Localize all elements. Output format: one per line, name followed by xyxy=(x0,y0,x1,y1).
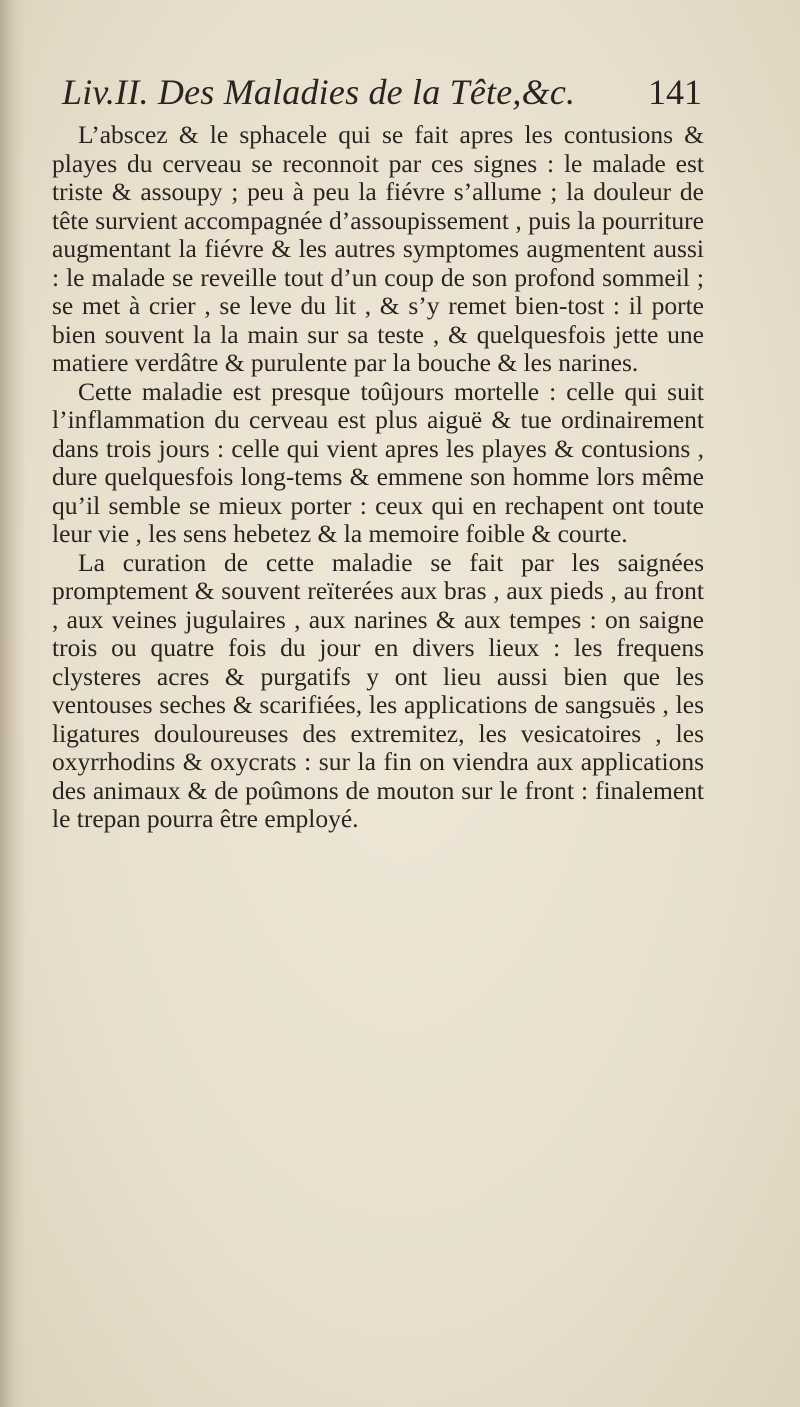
body-text xyxy=(52,121,704,834)
running-title: Liv.II. Des Maladies de la Tête,&c. xyxy=(62,72,576,112)
page-number: 141 xyxy=(648,72,702,112)
paragraph-treatment: La curation de cette maladie se fait par les saignées promptement & souvent reïterées aux bras , aux pieds , au front , aux veines jugulaires , aux narines & aux tempes : on saigne trois ou quatre fois du jour en divers lieux : les frequens clysteres acres & purgatifs y ont lieu aussi bien que les ventouses seches & scarifiées, les applications de sangsuës , les ligatures douloureuses des extremitez, les vesicatoires , les oxyrrhodins & oxycrats : sur la fin on viendra aux applications des animaux & de poûmons de mouton sur le front : finalement le trepan pourra être employé. xyxy=(52,547,704,833)
paragraph-prognosis: Cette maladie est presque toûjours mortelle : celle qui suit l’inflammation du cerveau est plus aiguë & tue ordinairement dans trois jours : celle qui vient apres les playes & contusions , dure quelquesfois long-tems & emmene son homme lors même qu’il semble se mieux porter : ceux qui en rechapent ont toute leur vie , les sens hebetez & la memoire foible & courte. xyxy=(52,376,704,548)
paragraph-abscess-signs: L’abscez & le sphacele qui se fait apres les contusions & playes du cerveau se reconnoit par ces signes : le malade est triste & assoupy ; peu à peu la fiévre s’allume ; la douleur de tête survient accompagnée d’assoupissement , puis la pourriture augmentant la fiévre & les autres symptomes augmentent aussi : le malade se reveille tout d’un coup de son profond sommeil ; se met à crier , se leve du lit , & s’y remet bien-tost : il porte bien souvent la la main sur sa teste , & quelquesfois jette une matiere verdâtre & purulente par la bouche & les narines. xyxy=(52,120,704,377)
page-binding-shadow xyxy=(0,0,26,1407)
page-header xyxy=(62,68,702,118)
